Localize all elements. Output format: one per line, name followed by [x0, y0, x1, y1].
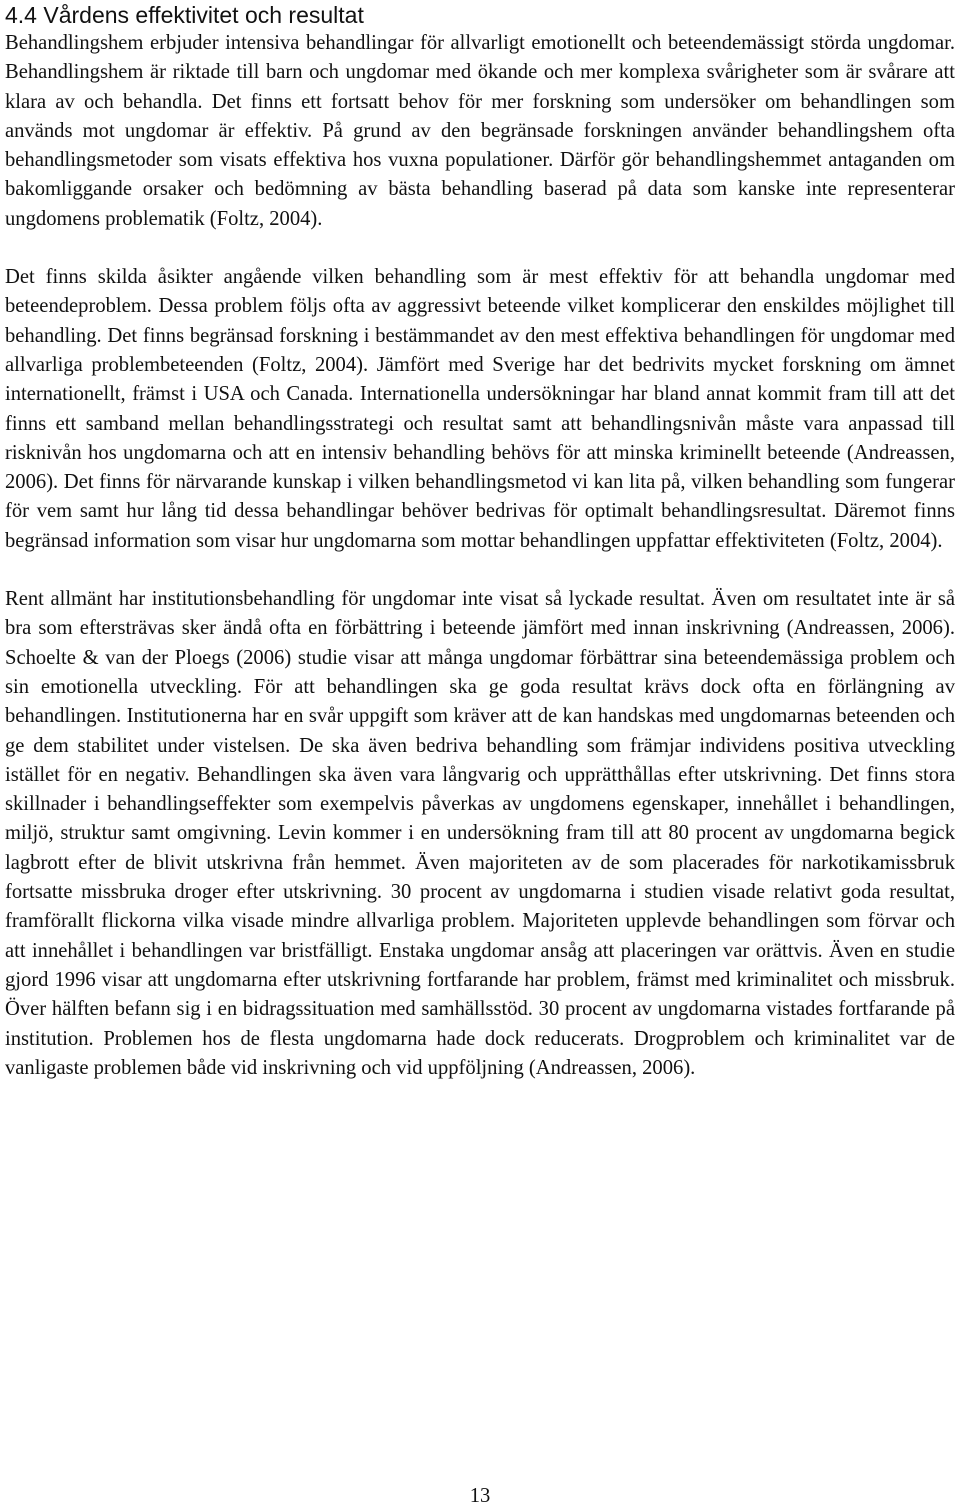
paragraph-1: Behandlingshem erbjuder intensiva behandlingar för allvarligt emotionellt och beteendemässigt störda ungdomar. Behandlingshem är riktade till barn och ungdomar med ökande och mer komplexa svårigheter som är svårare att klara av och behandla. Det finns ett fortsatt behov för mer forskning som undersöker om behandlingen som används mot ungdomar är effektiv. På grund av den begränsade forskningen använder behandlingshem ofta behandlingsmetoder som visats effektiva hos vuxna populationer. Därför gör behandlingshemmet antaganden om bakomliggande orsaker och bedömning av bästa behandling baserad på data som kanske inte representerar ungdomens problematik (Foltz, 2004).	[5, 32, 955, 230]
page-number: 13	[469, 1485, 491, 1507]
section-heading: 4.4 Vårdens effektivitet och resultat	[5, 2, 364, 28]
paragraph-2: Det finns skilda åsikter angående vilken behandling som är mest effektiv för att behandla ungdomar med beteendeproblem. Dessa problem följs ofta av aggressivt beteende vilket komplicerar den enskildes möjlighet till behandling. Det finns begränsad forskning i bestämmandet av den mest effektiva behandlingen för ungdomar med allvarliga problembeteenden (Foltz, 2004). Jämfört med Sverige har det bedrivits mycket forskning om ämnet internationellt, främst i USA och Canada. Internationella undersökningar har bland annat kommit fram till att det finns ett samband mellan behandlingsstrategi och resultat samt att behandlingsnivån måste vara anpassad till risknivån hos ungdomarna och att en intensiv behandling behövs för att minska kriminellt beteende (Andreassen, 2006). Det finns för närvarande kunskap i vilken behandlingsmetod vi kan lita på, vilken behandling som fungerar för vem samt hur lång tid dessa behandlingar behöver bedrivas för optimalt behandlingsresultat. Däremot finns begränsad information som visar hur ungdomarna som mottar behandlingen uppfattar effektiviteten (Foltz, 2004).	[5, 266, 955, 552]
document-page	[5, 0, 955, 1083]
paragraph-3: Rent allmänt har institutionsbehandling för ungdomar inte visat så lyckade resultat. Även om resultatet inte är så bra som eftersträvas sker ändå ofta en förbättring i beteende jämfört med innan inskrivning (Andreassen, 2006). Schoelte & van der Ploegs (2006) studie visar att många ungdomar förbättrar sina beteendemässiga problem och sin emotionella utveckling. För att behandlingen ska ge goda resultat krävs dock ofta en förlängning av behandlingen. Institutionerna har en svår uppgift som kräver att de kan handskas med ungdomarnas beteenden och ge dem stabilitet under vistelsen. De ska även bedriva behandling som främjar individens positiva utveckling istället för en negativ. Behandlingen ska även vara långvarig och upprätthållas efter utskrivning. Det finns stora skillnader i behandlingseffekter som exempelvis påverkas av ungdomens egenskaper, innehållet i behandlingen, miljö, struktur samt omgivning. Levin kommer i en undersökning fram till att 80 procent av ungdomarna begick lagbrott efter de blivit utskrivna från hemmet. Även majoriteten av de som placerades för narkotikamissbruk fortsatte missbruka droger efter utskrivning. 30 procent av ungdomarna i studien visade relativt goda resultat, framförallt flickorna vilka visade mindre allvarliga problem. Majoriteten upplevde behandlingen som förvar och att innehållet i behandlingen var bristfälligt. Enstaka ungdomar ansåg att placeringen var orättvis. Även en studie gjord 1996 visar att ungdomarna efter utskrivning fortfarande har problem, främst med kriminalitet och missbruk. Över hälften befann sig i en bidragssituation med samhällsstöd. 30 procent av ungdomarna vistades fortfarande på institution. Problemen hos de flesta ungdomarna hade dock reducerats. Drogproblem och kriminalitet var de vanligaste problemen både vid inskrivning och vid uppföljning (Andreassen, 2006).	[5, 588, 955, 1079]
